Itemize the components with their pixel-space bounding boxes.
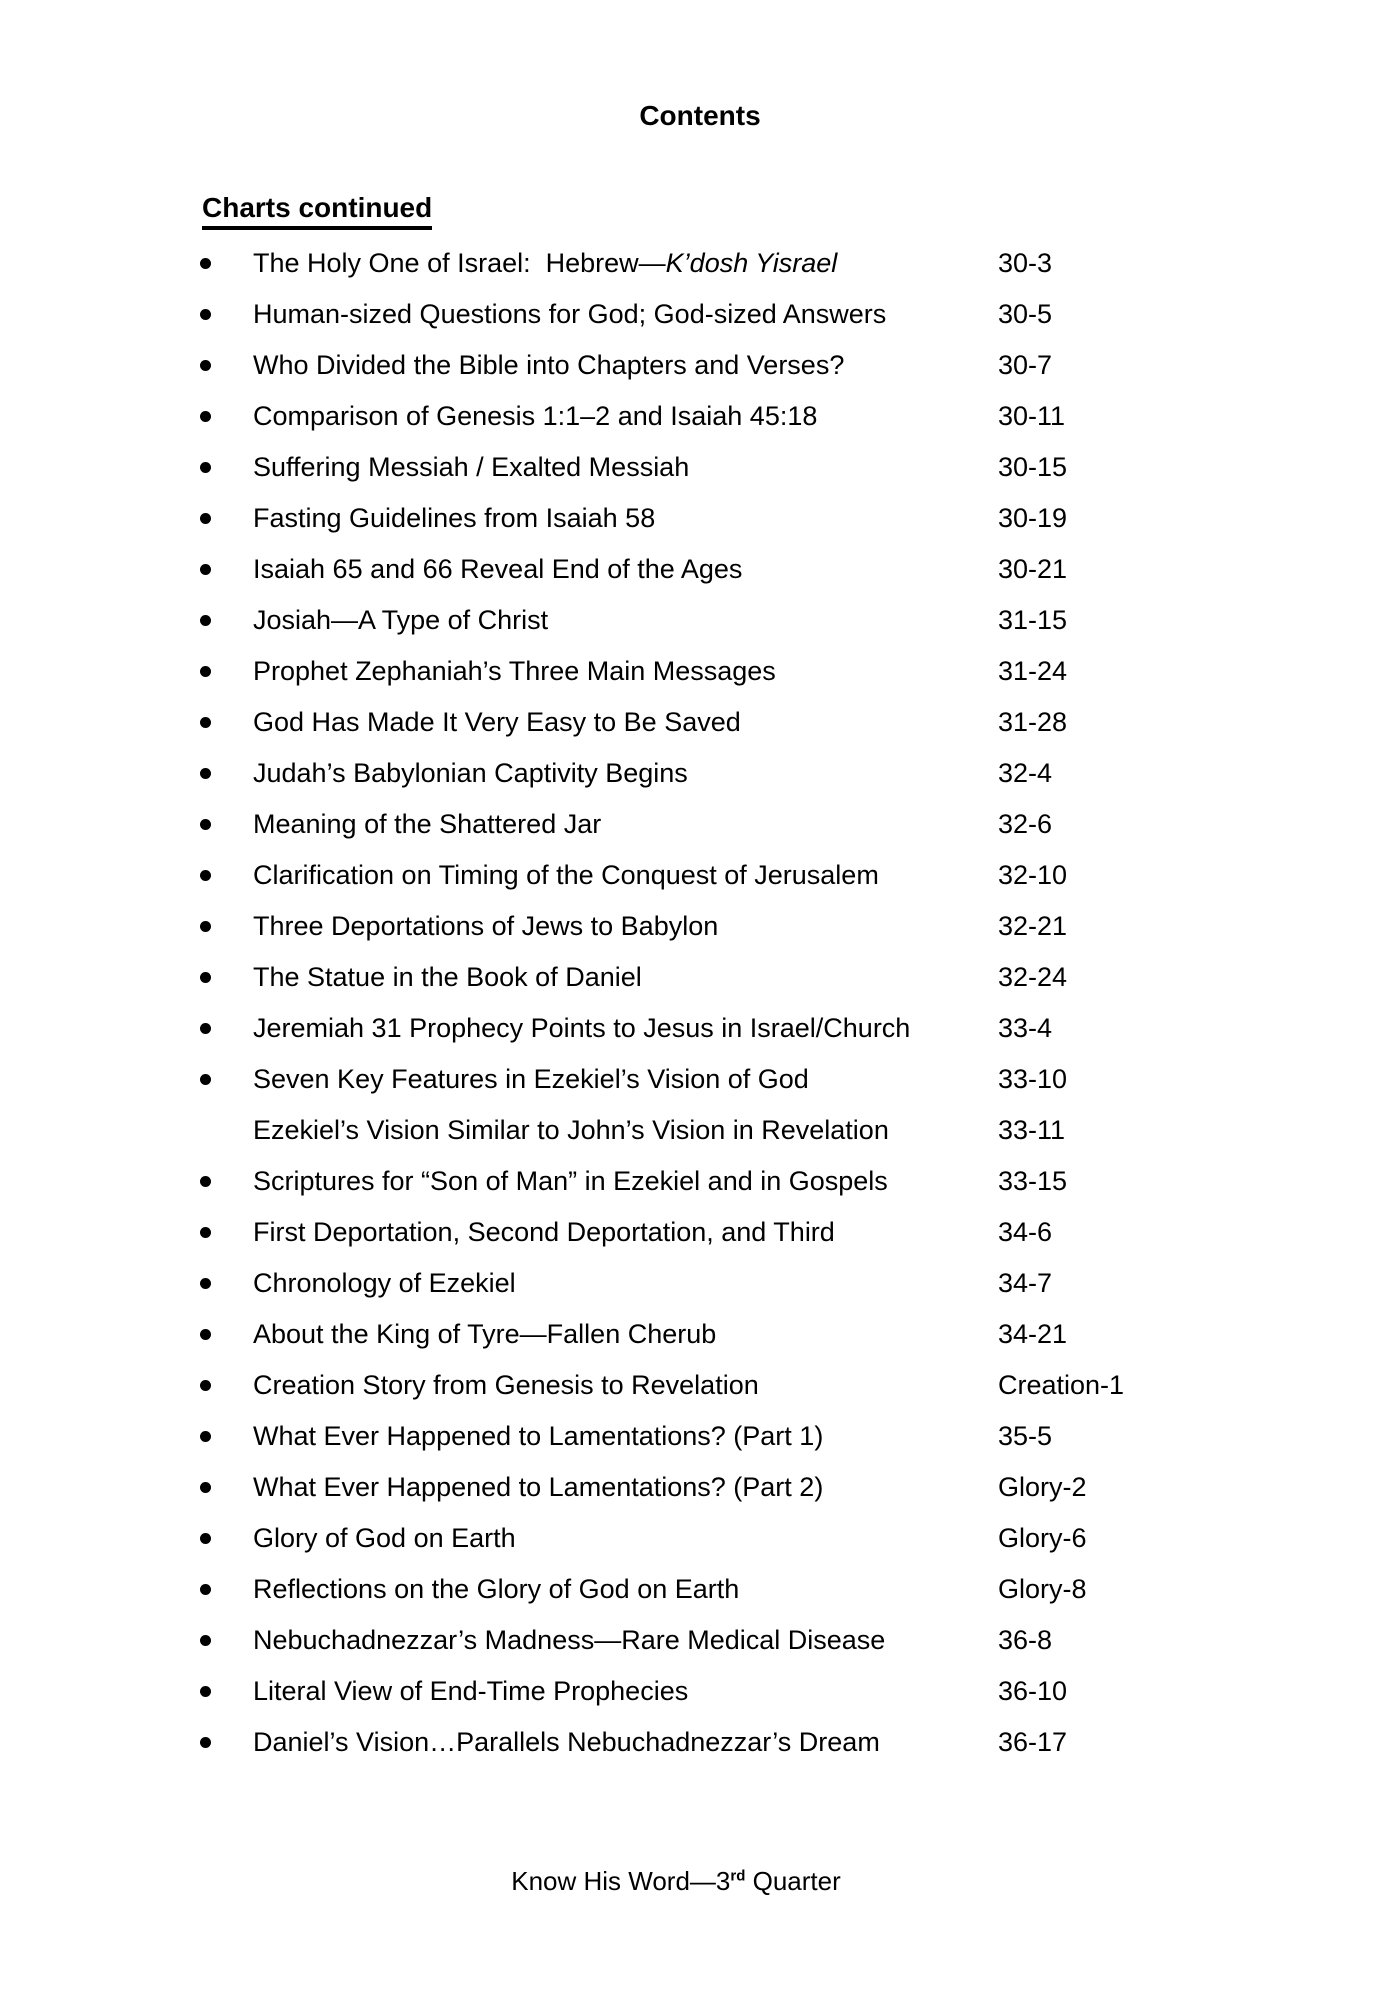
bullet-icon [200,615,211,626]
toc-entry-title: First Deportation, Second Deportation, and Third [253,1217,835,1247]
toc-row [0,442,1400,493]
toc-entry-title: Creation Story from Genesis to Revelation [253,1370,759,1400]
bullet-icon [200,462,211,473]
bullet-icon [200,819,211,830]
toc-entry-title: The Holy One of Israel: Hebrew—K’dosh Yisrael [253,248,838,278]
toc-entry-page: 31-15 [998,605,1068,635]
bullet-icon [200,1176,211,1187]
toc-entry-page: 30-5 [998,299,1053,329]
bullet-icon [200,1278,211,1289]
toc-entry-title: Human-sized Questions for God; God-sized Answers [253,299,887,329]
toc-row [0,340,1400,391]
toc-entry-page: 32-6 [998,809,1053,839]
toc-row [0,1564,1400,1615]
toc-entry-title: Judah’s Babylonian Captivity Begins [253,758,688,788]
toc-entry-title: Literal View of End-Time Prophecies [253,1676,689,1706]
toc-entry-title: Prophet Zephaniah’s Three Main Messages [253,656,776,686]
toc-entry-title: Ezekiel’s Vision Similar to John’s Vision in Revelation [253,1115,889,1145]
bullet-icon [200,768,211,779]
toc-entry-title: Seven Key Features in Ezekiel’s Vision of God [253,1064,809,1094]
bullet-icon [200,1533,211,1544]
bullet-icon [200,1431,211,1442]
toc-entry-page: Glory-2 [998,1472,1087,1502]
footer-ordinal-suffix: rd [730,1867,746,1885]
toc-row [0,799,1400,850]
toc-entry-page: 31-24 [998,656,1068,686]
toc-entry-title: Glory of God on Earth [253,1523,516,1553]
toc-entry-title: Fasting Guidelines from Isaiah 58 [253,503,656,533]
bullet-icon [200,1023,211,1034]
toc-entry-page: 36-17 [998,1727,1068,1757]
toc-entry-title: Three Deportations of Jews to Babylon [253,911,719,941]
toc-entry-title: Who Divided the Bible into Chapters and Verses? [253,350,845,380]
toc-entry-page: 32-10 [998,860,1068,890]
page-footer [0,1866,1352,1897]
toc-entry-page: 30-11 [998,401,1066,431]
bullet-icon [200,1074,211,1085]
toc-row [0,1615,1400,1666]
bullet-icon [200,1227,211,1238]
toc-entry-page: Glory-6 [998,1523,1087,1553]
bullet-icon [200,1380,211,1391]
footer-text-suffix: Quarter [745,1866,841,1896]
toc-entry-title: Clarification on Timing of the Conquest of Jerusalem [253,860,879,890]
section-heading [202,194,432,230]
toc-row [0,952,1400,1003]
toc-row [0,1156,1400,1207]
bullet-icon [200,1482,211,1493]
toc-entry-title: Jeremiah 31 Prophecy Points to Jesus in Israel/Church [253,1013,911,1043]
bullet-icon [200,309,211,320]
toc-row [0,1360,1400,1411]
toc-list [0,238,1400,1768]
bullet-icon [200,411,211,422]
bullet-icon [200,717,211,728]
toc-entry-title: Suffering Messiah / Exalted Messiah [253,452,690,482]
toc-row [0,1462,1400,1513]
toc-entry-page: 36-10 [998,1676,1068,1706]
toc-entry-page: 32-21 [998,911,1068,941]
toc-row [0,1207,1400,1258]
toc-row [0,697,1400,748]
toc-entry-title: Meaning of the Shattered Jar [253,809,602,839]
toc-entry-page: 34-6 [998,1217,1053,1247]
toc-entry-page: 30-7 [998,350,1053,380]
toc-entry-page: 30-19 [998,503,1068,533]
toc-entry-page: 31-28 [998,707,1068,737]
toc-entry-title: What Ever Happened to Lamentations? (Part 1) [253,1421,824,1451]
toc-entry-page: 34-21 [998,1319,1068,1349]
toc-entry-title: The Statue in the Book of Daniel [253,962,642,992]
toc-row [0,1309,1400,1360]
toc-row [0,1003,1400,1054]
toc-entry-page: 33-10 [998,1064,1068,1094]
toc-row [0,238,1400,289]
toc-row [0,595,1400,646]
toc-row [0,901,1400,952]
bullet-icon [200,1635,211,1646]
bullet-icon [200,666,211,677]
bullet-icon [200,921,211,932]
bullet-icon [200,1686,211,1697]
bullet-icon [200,972,211,983]
toc-row [0,1258,1400,1309]
toc-entry-page: 30-3 [998,248,1053,278]
section-heading-label: Charts continued [202,194,432,230]
bullet-icon [200,513,211,524]
toc-entry-page: 34-7 [998,1268,1053,1298]
toc-row [0,1411,1400,1462]
toc-row [0,1717,1400,1768]
bullet-icon [200,1584,211,1595]
toc-row [0,493,1400,544]
bullet-icon [200,1329,211,1340]
toc-entry-title: What Ever Happened to Lamentations? (Part 2) [253,1472,824,1502]
toc-entry-title: Chronology of Ezekiel [253,1268,516,1298]
toc-entry-title: Scriptures for “Son of Man” in Ezekiel and in Gospels [253,1166,888,1196]
toc-entry-page: Creation-1 [998,1370,1125,1400]
toc-row [0,1054,1400,1105]
toc-entry-title: Daniel’s Vision…Parallels Nebuchadnezzar’s Dream [253,1727,880,1757]
toc-entry-page: 36-8 [998,1625,1053,1655]
toc-entry-page: 33-4 [998,1013,1053,1043]
toc-entry-page: Glory-8 [998,1574,1087,1604]
toc-entry-title: About the King of Tyre—Fallen Cherub [253,1319,717,1349]
toc-entry-title-italic: K’dosh Yisrael [665,248,838,278]
toc-entry-page: 33-11 [998,1115,1066,1145]
toc-entry-page: 35-5 [998,1421,1053,1451]
bullet-icon [200,1737,211,1748]
bullet-icon [200,360,211,371]
bullet-icon [200,564,211,575]
toc-row [0,1513,1400,1564]
toc-entry-title: Josiah—A Type of Christ [253,605,549,635]
toc-entry-page: 33-15 [998,1166,1068,1196]
bullet-icon [200,870,211,881]
toc-entry-title: Isaiah 65 and 66 Reveal End of the Ages [253,554,743,584]
toc-row [0,646,1400,697]
toc-row [0,289,1400,340]
toc-entry-title: Comparison of Genesis 1:1–2 and Isaiah 45:18 [253,401,818,431]
page-title: Contents [639,100,761,131]
toc-row [0,850,1400,901]
toc-row [0,1105,1400,1156]
toc-entry-page: 30-15 [998,452,1068,482]
toc-entry-title: Reflections on the Glory of God on Earth [253,1574,740,1604]
toc-entry-page: 32-4 [998,758,1053,788]
toc-row [0,1666,1400,1717]
toc-entry-title: Nebuchadnezzar’s Madness—Rare Medical Disease [253,1625,886,1655]
toc-row [0,748,1400,799]
toc-entry-page: 30-21 [998,554,1068,584]
bullet-icon [200,258,211,269]
toc-entry-title: God Has Made It Very Easy to Be Saved [253,707,741,737]
footer-text-prefix: Know His Word—3 [511,1866,731,1896]
toc-row [0,391,1400,442]
toc-entry-page: 32-24 [998,962,1068,992]
toc-row [0,544,1400,595]
